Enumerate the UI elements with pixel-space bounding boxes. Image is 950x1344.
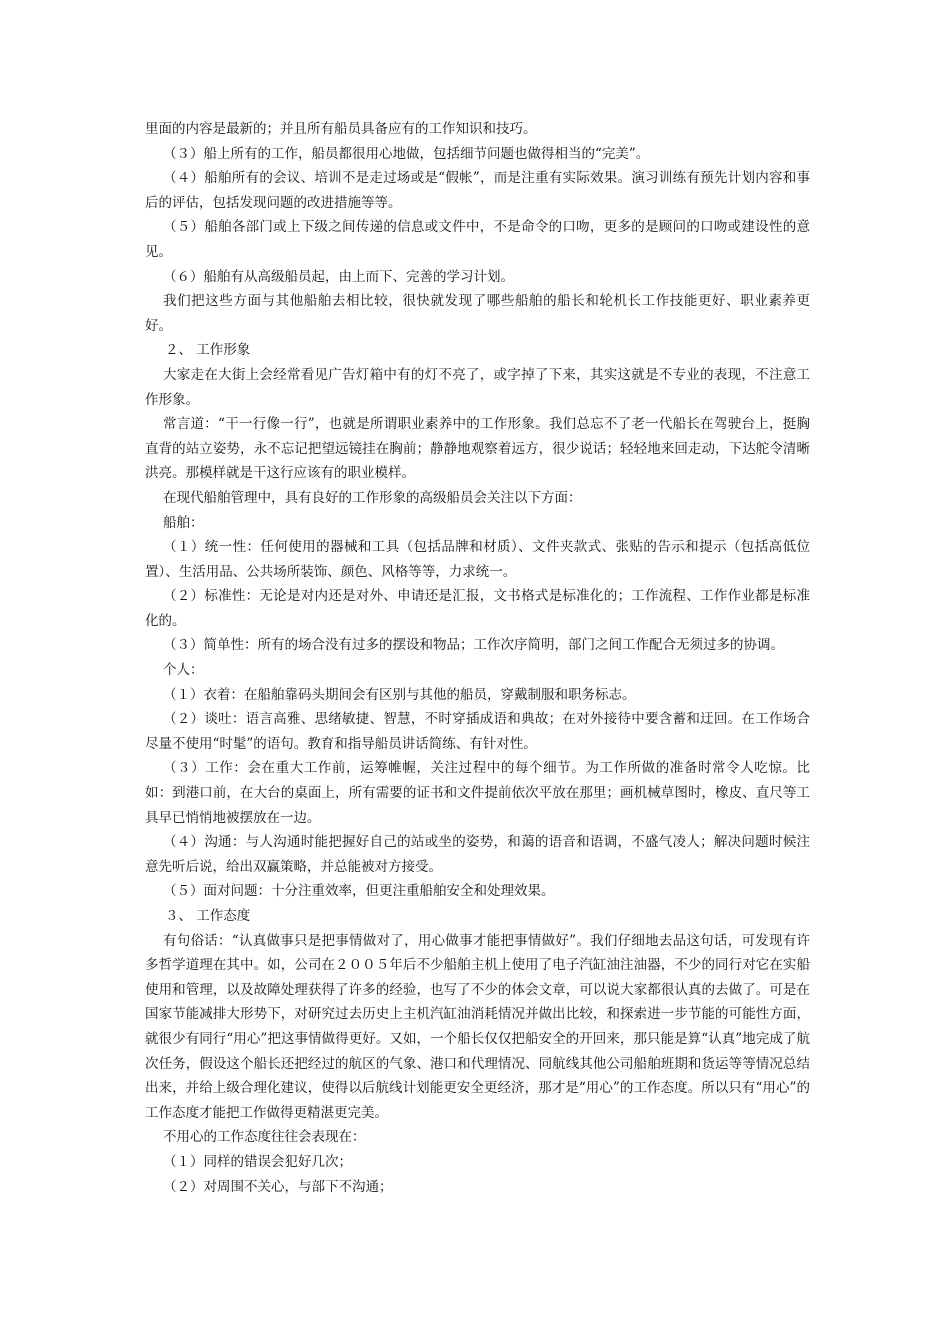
paragraph-proverb: 常言道：“干一行像一行”，也就是所谓职业素养中的工作形象。我们总忘不了老一代船长在驾驶台上，挺胸直背的站立姿势，永不忘记把望远镜挂在胸前；静静地观察着远方，很少说话；轻轻地来回走动，下达舵令清晰洪亮。那模样就是干这行应该有的职业模样。 xyxy=(145,416,810,482)
paragraph-careless-attitude: 不用心的工作态度往往会表现在： xyxy=(163,1129,366,1146)
list-item-attire: （１）衣着：在船舶靠码头期间会有区别与其他的船员，穿戴制服和职务标志。 xyxy=(163,686,636,703)
paragraph-continuation: 里面的内容是最新的；并且所有船员具备应有的工作知识和技巧。 xyxy=(145,121,537,137)
subheading-individual: 个人： xyxy=(163,662,204,679)
list-item-standard: （２）标准性：无论是对内还是对外、申请还是汇报，文书格式是标准化的；工作流程、工作作业都是标准化的。 xyxy=(145,588,810,629)
list-item-speech: （２）谈吐：语言高雅、思绪敏捷、智慧，不时穿插成语和典故；在对外接待中要含蓄和迂回。在工作场合尽量不使用“时髦”的语句。教育和指导船员讲话简练、有针对性。 xyxy=(145,711,810,752)
list-item-work: （３）工作：会在重大工作前，运筹帷幄，关注过程中的每个细节。为工作所做的准备时常令人吃惊。比如：到港口前，在大台的桌面上，所有需要的证书和文件提前依次平放在那里；画机械草图时，橡皮、直尺等工具早已悄悄地被摆放在一边。 xyxy=(145,760,810,826)
list-item-problems: （５）面对问题：十分注重效率，但更注重船舶安全和处理效果。 xyxy=(163,883,555,900)
subheading-ship: 船舶： xyxy=(163,514,204,531)
list-item-5: （５）船舶各部门或上下级之间传递的信息或文件中，不是命令的口吻，更多的是顾问的口吻或建设性的意见。 xyxy=(145,219,810,260)
document-body xyxy=(145,117,810,1199)
list-item-communication: （４）沟通：与人沟通时能把握好自己的站或坐的姿势，和蔼的语音和语调，不盛气凌人；解决问题时候注意先听后说，给出双赢策略，并总能被对方接受。 xyxy=(145,834,810,875)
paragraph-street-signs: 大家走在大街上会经常看见广告灯箱中有的灯不亮了，或字掉了下来，其实这就是不专业的表现，不注意工作形象。 xyxy=(145,366,810,408)
section-heading-work-attitude: ３、 工作态度 xyxy=(165,908,251,924)
paragraph-modern-management: 在现代船舶管理中，具有良好的工作形象的高级船员会关注以下方面： xyxy=(163,489,582,506)
list-item-3: （３）船上所有的工作，船员都很用心地做，包括细节问题也做得相当的“完美”。 xyxy=(163,145,650,162)
section-heading-work-image: ２、 工作形象 xyxy=(165,342,251,359)
list-item-simplicity: （３）简单性：所有的场合没有过多的摆设和物品；工作次序简明，部门之间工作配合无须过多的协调。 xyxy=(163,637,784,654)
paragraph-saying: 有句俗话：“认真做事只是把事情做对了，用心做事才能把事情做好”。我们仔细地去品这句话，可发现有许多哲学道理在其中。如，公司在２００５年后不少船舶主机上使用了电子汽缸油注油器，不少的同行对它在实船使用和管理，以及故障处理获得了许多的经验，也写了不少的体会文章，可以说大家都很认真的去做了。可是在国家节能减排大形势下，对研究过去历史上主机汽缸油消耗情况并做出比较，和探索进一步节能的可能性方面，就很少有同行“用心”把这事情做得更好。又如，一个船长仅仅把船安全的开回来，那只能是算“认真”地完成了航次任务，假设这个船长还把经过的航区的气象、港口和代理情况、同航线其他公司船舶班期和货运等等情况总结出来，并给上级合理化建议，使得以后航线计划能更安全更经济，那才是“用心”的工作态度。所以只有“用心”的工作态度才能把工作做得更精湛更完美。 xyxy=(145,932,810,1121)
paragraph-comparison: 我们把这些方面与其他船舶去相比较，很快就发现了哪些船舶的船长和轮机长工作技能更好、职业素养更好。 xyxy=(145,293,810,334)
list-item-uniformity: （１）统一性：任何使用的器械和工具（包括品牌和材质）、文件夹款式、张贴的告示和提示（包括高低位置）、生活用品、公共场所装饰、颜色、风格等等，力求统一。 xyxy=(145,539,810,580)
list-item-4: （４）船舶所有的会议、培训不是走过场或是“假帐”，而是注重有实际效果。演习训练有预先计划内容和事后的评估，包括发现问题的改进措施等等。 xyxy=(145,170,810,211)
list-item-6: （６）船舶有从高级船员起，由上而下、完善的学习计划。 xyxy=(163,268,514,285)
list-item-repeat-mistakes: （１）同样的错误会犯好几次； xyxy=(163,1153,352,1170)
list-item-no-communication: （２）对周围不关心，与部下不沟通； xyxy=(163,1178,393,1195)
